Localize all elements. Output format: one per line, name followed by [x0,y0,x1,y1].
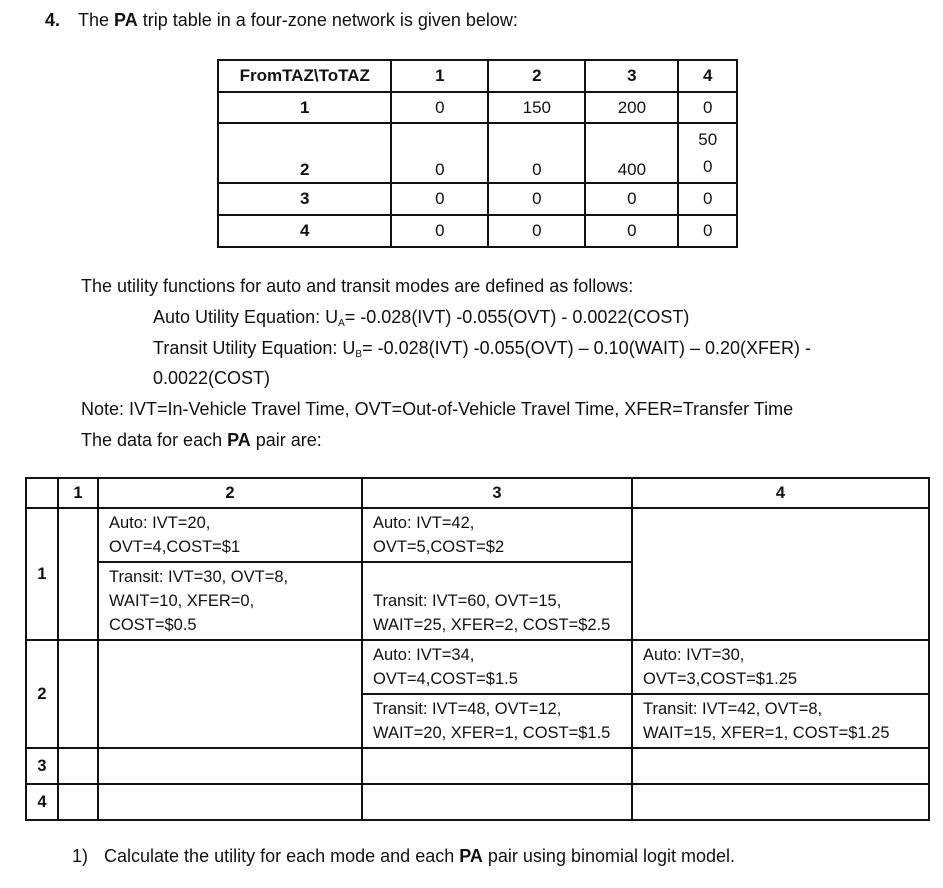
data-cell [98,640,362,748]
data-cell [632,784,929,820]
question-intro-before: The [78,10,115,30]
data-corner-cell [26,478,58,508]
data-line: Auto: IVT=20, [109,514,211,532]
data-col-header: 1 [58,478,98,508]
transit-equation-continuation: 0.0022(COST) [153,368,271,388]
trip-cell: 150 [488,92,585,123]
data-cell [98,748,362,784]
trip-cell: 0 [391,183,488,215]
data-line: OVT=5,COST=$2 [373,538,505,556]
data-cell [362,784,632,820]
auto-eq-body: = -0.028(IVT) -0.055(OVT) - 0.0022(COST) [344,307,690,327]
trip-row-label: 2 [218,123,391,183]
data-line: Transit: IVT=42, OVT=8, [643,700,823,718]
data-row-label: 2 [26,640,58,748]
trip-cell: 0 [678,215,737,247]
auto-data-block [363,641,631,695]
data-row [26,784,929,820]
auto-utility-equation [153,307,689,329]
data-cell [632,748,929,784]
data-line: OVT=4,COST=$1 [109,538,241,556]
data-col-header: 4 [632,478,929,508]
data-line: Auto: IVT=30, [643,646,745,664]
data-row [26,748,929,784]
transit-data-block [633,695,928,747]
data-intro-after: pair are: [250,430,322,450]
trip-row-label: 1 [218,92,391,123]
auto-eq-subscript: A [338,318,345,329]
transit-eq-body: = -0.028(IVT) -0.055(OVT) – 0.10(WAIT) – 0.20(XFER) - [362,338,812,358]
trip-row [218,215,737,247]
question-intro-after: trip table in a four-zone network is given below: [137,10,518,30]
auto-data-block [99,509,361,563]
trip-cell: 0 [585,215,678,247]
data-cell [58,748,98,784]
trip-cell: 0 [391,123,488,183]
trip-header-row [218,60,737,92]
trip-corner-header: FromTAZ\ToTAZ [218,60,391,92]
trip-cell: 0 [678,183,737,215]
trip-cell: 0 [488,123,585,183]
variable-note: Note: IVT=In-Vehicle Travel Time, OVT=Out-of-Vehicle Travel Time, XFER=Transfer Time [81,399,794,419]
transit-data-block [363,695,631,747]
data-cell [632,508,929,640]
trip-cell: 0 [391,92,488,123]
data-line: OVT=3,COST=$1.25 [643,670,798,688]
data-cell [362,748,632,784]
question-heading [45,10,518,31]
trip-cell-stacked [678,123,737,183]
data-line: Transit: IVT=60, OVT=15, [373,592,562,610]
pa-data-table [25,477,930,821]
trip-cell: 200 [585,92,678,123]
transit-data-block [99,563,361,639]
trip-row [218,92,737,123]
transit-data-block [363,563,631,639]
data-line: Auto: IVT=42, [373,514,475,532]
trip-row [218,183,737,215]
data-row-label: 3 [26,748,58,784]
data-intro-before: The data for each [81,430,228,450]
pa-trip-table [217,59,738,248]
data-cell [362,640,632,748]
data-col-header: 2 [98,478,362,508]
data-cell [362,508,632,640]
data-line: Auto: IVT=34, [373,646,475,664]
data-col-header: 3 [362,478,632,508]
data-line: Transit: IVT=48, OVT=12, [373,700,562,718]
transit-eq-prefix: Transit Utility Equation: U [153,338,356,358]
auto-eq-prefix: Auto Utility Equation: U [153,307,339,327]
trip-cell: 400 [585,123,678,183]
data-cell [632,640,929,748]
trip-cell: 0 [678,92,737,123]
task-before: Calculate the utility for each mode and each [104,846,460,866]
task-item [72,846,735,867]
data-line: OVT=4,COST=$1.5 [373,670,518,688]
data-line: COST=$0.5 [109,616,197,634]
data-line: WAIT=25, XFER=2, COST=$2.5 [373,616,611,634]
trip-cell: 0 [585,183,678,215]
trip-row [218,123,737,183]
trip-cell: 0 [488,215,585,247]
data-row [26,640,929,748]
task-bold: PA [459,846,483,866]
question-number: 4. [45,10,61,30]
trip-cell: 0 [391,215,488,247]
data-cell [98,784,362,820]
data-cell [58,508,98,640]
question-intro-bold: PA [114,10,138,30]
task-number: 1) [72,846,89,866]
trip-row-label: 3 [218,183,391,215]
data-row [26,508,929,640]
auto-data-block [363,509,631,563]
data-line: WAIT=15, XFER=1, COST=$1.25 [643,724,890,742]
transit-eq-subscript: B [355,349,363,360]
data-row-label: 4 [26,784,58,820]
trip-cell: 0 [488,183,585,215]
auto-data-block [633,641,928,695]
data-cell [58,640,98,748]
data-cell [58,784,98,820]
data-intro-bold: PA [227,430,251,450]
data-line: Transit: IVT=30, OVT=8, [109,568,289,586]
trip-col-header: 3 [585,60,678,92]
trip-col-header: 1 [391,60,488,92]
trip-cell: 0 [703,157,713,176]
utility-intro: The utility functions for auto and transit modes are defined as follows: [81,276,634,296]
transit-utility-equation [153,338,811,360]
data-row-label: 1 [26,508,58,640]
trip-cell-extra: 50 [698,130,718,149]
data-line: WAIT=20, XFER=1, COST=$1.5 [373,724,611,742]
task-after: pair using binomial logit model. [482,846,736,866]
data-line: WAIT=10, XFER=0, [109,592,255,610]
trip-col-header: 4 [678,60,737,92]
trip-row-label: 4 [218,215,391,247]
trip-col-header: 2 [488,60,585,92]
data-intro [81,430,322,451]
data-cell [98,508,362,640]
data-header-row [26,478,929,508]
